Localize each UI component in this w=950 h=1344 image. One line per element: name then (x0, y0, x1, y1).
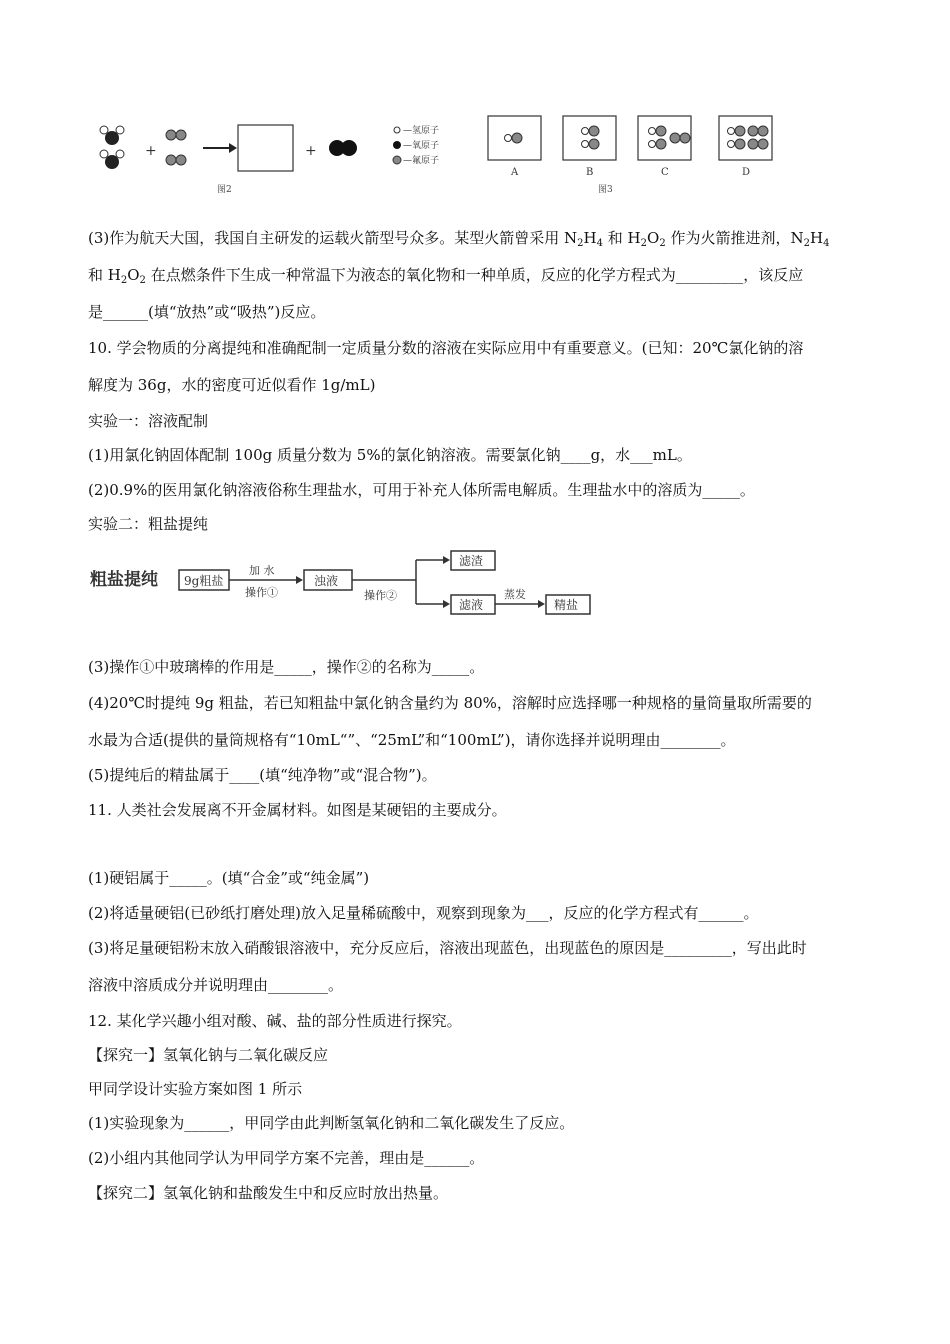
flow-add-water: 加 水 (249, 564, 275, 577)
flow-op1: 操作① (245, 586, 278, 599)
svg-text:+: + (305, 143, 317, 159)
flow-op2: 操作② (364, 589, 397, 602)
svg-text:—氢原子: —氢原子 (403, 126, 440, 136)
q12-q1: (1)实验现象为______，甲同学由此判断氢氧化钠和二氧化碳发生了反应。 (88, 1114, 575, 1132)
fig2-label: 图2 (217, 185, 232, 195)
flow-filtrate: 滤液 (459, 598, 484, 612)
flow-residue: 滤渣 (459, 554, 484, 568)
option-d-label: D (742, 167, 751, 178)
flow-product: 精盐 (554, 598, 579, 612)
svg-text:—氧原子: —氧原子 (403, 141, 440, 151)
option-c-label: C (661, 167, 669, 178)
water-molecule-icon (100, 150, 124, 169)
q12-probe1-heading: 【探究一】氢氧化钠与二氧化碳反应 (88, 1046, 329, 1064)
flow-evaporate: 蒸发 (504, 588, 526, 601)
q12-probe2-heading: 【探究二】氢氧化钠和盐酸发生中和反应时放出热量。 (88, 1184, 449, 1202)
reaction-figure (95, 108, 795, 200)
svg-text:+: + (145, 143, 157, 159)
q12-stem: 12. 某化学兴趣小组对酸、碱、盐的部分性质进行探究。 (88, 1012, 462, 1030)
q10-q1: (1)用氯化钠固体配制 100g 质量分数为 5%的氯化钠溶液。需要氯化钠____g，水___mL。 (88, 446, 692, 464)
q11-q1: (1)硬铝属于_____。(填“合金”或“纯金属”) (88, 869, 370, 887)
q10-stem-line2: 解度为 36g，水的密度可近似看作 1g/mL) (88, 376, 376, 394)
flow-title: 粗盐提纯 (90, 570, 158, 590)
oxygen-molecule-icon (329, 140, 357, 156)
q11-q3-line1: (3)将足量硬铝粉末放入硝酸银溶液中，充分反应后，溶液出现蓝色，出现蓝色的原因是_________，写出此时 (88, 939, 807, 957)
svg-text:—氟原子: —氟原子 (403, 156, 440, 166)
q10-q2: (2)0.9%的医用氯化钠溶液俗称生理盐水，可用于补充人体所需电解质。生理盐水中的溶质为_____。 (88, 481, 755, 499)
flow-start: 9g粗盐 (184, 574, 224, 588)
q10-q4-line1: (4)20℃时提纯 9g 粗盐，若已知粗盐中氯化钠含量约为 80%，溶解时应选择哪一种规格的量筒量取所需要的 (88, 694, 812, 712)
empty-box (238, 125, 293, 171)
q11-q2: (2)将适量硬铝(已砂纸打磨处理)放入足量稀硫酸中，观察到现象为___，反应的化学方程式有______。 (88, 904, 759, 922)
atom-legend (393, 124, 439, 166)
q10-exp1-heading: 实验一：溶液配制 (88, 412, 209, 430)
q11-q3-line2: 溶液中溶质成分并说明理由________。 (88, 976, 344, 994)
q10-q3: (3)操作①中玻璃棒的作用是_____，操作②的名称为_____。 (88, 658, 485, 676)
q12-q2: (2)小组内其他同学认为甲同学方案不完善，理由是______。 (88, 1149, 485, 1167)
option-b-label: B (586, 167, 594, 178)
q10-q4-line2: 水最为合适(提供的量筒规格有“10mL“”、“25mL”和“100mL”)，请你选择并说明理由________。 (88, 731, 736, 749)
q9-3-line3: 是______(填“放热”或“吸热”)反应。 (88, 303, 326, 321)
option-a-label: A (511, 167, 519, 178)
q10-q5: (5)提纯后的精盐属于____(填“纯净物”或“混合物”)。 (88, 766, 437, 784)
flow-turbid: 浊液 (314, 574, 339, 588)
fluorine-molecule-icon (166, 130, 186, 165)
q10-stem-line1: 10. 学会物质的分离提纯和准确配制一定质量分数的溶液在实际应用中有重要意义。(已知：20℃氯化钠的溶 (88, 339, 804, 357)
q9-3-line2: 和 $H_2O_2$ 在点燃条件下生成一种常温下为液态的氧化物和一种单质，反应的化学方程式为_________，该反应 (88, 266, 804, 286)
salt-purification-flowchart (86, 548, 596, 624)
q11-stem: 11. 人类社会发展离不开金属材料。如图是某硬铝的主要成分。 (88, 801, 507, 819)
fig3-label: 图3 (598, 185, 613, 195)
water-molecule-icon (100, 126, 124, 145)
q10-exp2-heading: 实验二：粗盐提纯 (88, 515, 209, 533)
q12-design: 甲同学设计实验方案如图 1 所示 (88, 1080, 303, 1098)
q9-3-line1: (3)作为航天大国，我国自主研发的运载火箭型号众多。某型火箭曾采用 $N_2H_4$ 和 $H_2O_2$ 作为火箭推进剂，$N_2H_4$ (88, 229, 830, 249)
